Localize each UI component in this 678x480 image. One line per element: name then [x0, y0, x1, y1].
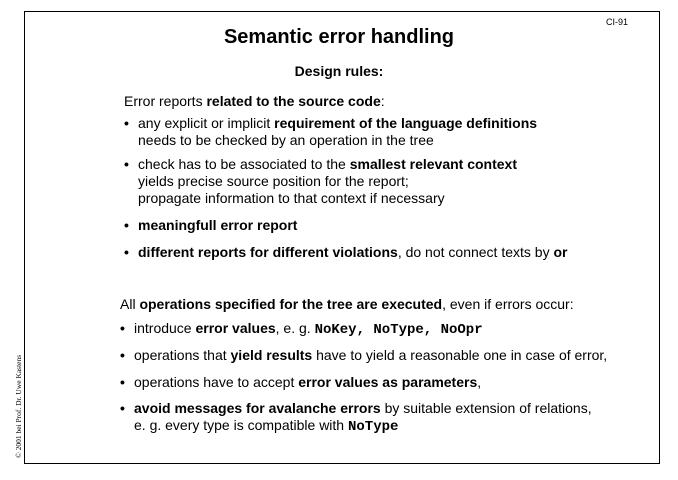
bullet-icon: • — [120, 347, 125, 363]
list-item: • meaningfull error report — [124, 217, 298, 233]
bullet-icon: • — [120, 320, 125, 336]
list-item: • check has to be associated to the smallest relevant context yields precise source position for the report; propagate information to that context if necessary — [124, 156, 517, 206]
list-item: • operations have to accept error values as parameters, — [120, 374, 482, 390]
list-item: • operations that yield results have to yield a reasonable one in case of error, — [120, 347, 608, 363]
list-item: • avoid messages for avalanche errors by suitable extension of relations, e. g. every type is compatible with NoType — [120, 400, 592, 435]
page-title: Semantic error handling — [223, 26, 455, 48]
bullet-icon: • — [120, 374, 125, 390]
list-item: • different reports for different violations, do not connect texts by or — [124, 244, 568, 260]
bullet-icon: • — [124, 217, 129, 233]
slide-number: CI-91 — [605, 17, 628, 27]
bullet-icon: • — [120, 400, 125, 416]
list-item: • any explicit or implicit requirement of the language definitions needs to be checked by an operation in the tree — [124, 115, 538, 148]
bullet-icon: • — [124, 244, 129, 260]
bullet-icon: • — [124, 115, 129, 131]
section1-heading: Error reports related to the source code: — [124, 93, 385, 109]
copyright-notice: © 2001 bei Prof. Dr. Uwe Kastens — [14, 354, 23, 458]
bullet-icon: • — [124, 156, 129, 172]
list-item: • introduce error values, e. g. NoKey, NoType, NoOpr — [120, 320, 483, 338]
page-subtitle: Design rules: — [294, 63, 384, 79]
section2-heading: All operations specified for the tree are executed, even if errors occur: — [120, 296, 574, 312]
